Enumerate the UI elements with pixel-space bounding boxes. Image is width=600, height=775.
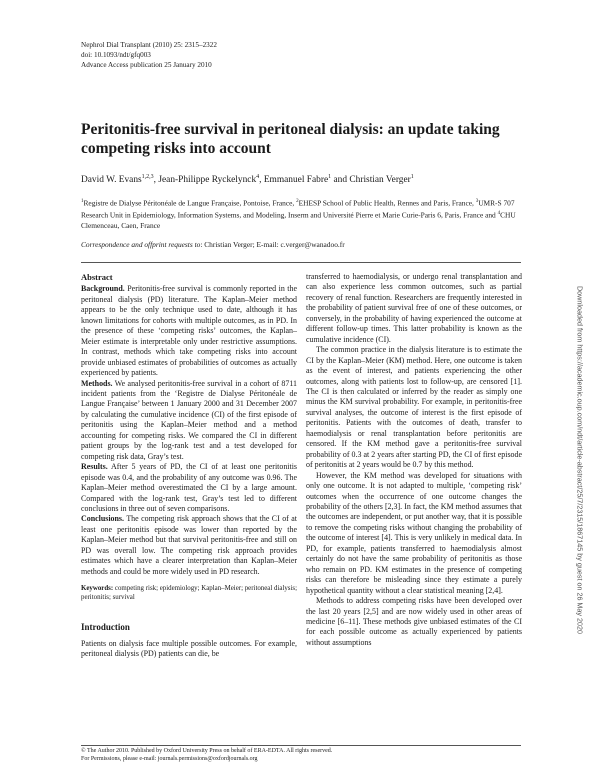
results-label: Results.: [81, 462, 108, 472]
author-affiliation-sup: 4: [256, 174, 260, 180]
affiliation-sup: 3: [475, 199, 479, 204]
affiliation-text: Registre de Dialyse Péritonéale de Langue Française, Pontoise, France,: [83, 198, 297, 208]
author-name: Emmanuel Fabre: [263, 175, 329, 186]
abstract-background: [81, 284, 297, 378]
download-watermark: Downloaded from https://academic.oup.com/ndt/article-abstract/25/7/2315/1867145 by guest on 26 May 2020: [575, 285, 585, 635]
author-separator: ,: [153, 175, 159, 186]
author-name: Christian Verger: [349, 175, 411, 186]
body-paragraph: However, the KM method was developed for situations with only one outcome. It is not adapted to multiple, ‘competing risk’ outcomes when the occurrence of one outcome changes the probability of the others [2,3]. In fact, the KM method assumes that the outcomes are independent, or put another way, that it is possible to remove the competing risks without changing the probability of the outcome of interest [4]. This is very unlikely in medical data. In PD, for example, patients transferred to haemodialysis almost certainly do not have the same probability of peritonitis as those who remain on PD. KM estimates in the presence of competing risks can therefore be misleading since they estimate a purely hypothetical quantity without a clear statistical meaning [2,4].: [306, 470, 522, 595]
body-paragraph: Methods to address competing risks have been developed over the last 20 years [2,5] and are now widely used in other areas of medicine [6–11]. These methods give unbiased estimates of the CI for each possible outcome as actually experienced by patients without assumptions: [306, 596, 522, 647]
keywords-text: competing risk; epidemiology; Kaplan–Meier; peritoneal dialysis; peritonitis; survival: [81, 585, 297, 602]
author-list: [81, 174, 414, 185]
background-label: Background.: [81, 284, 125, 294]
affiliation-text: EHESP School of Public Health, Rennes and Paris, France,: [298, 198, 476, 208]
body-paragraph: The common practice in the dialysis literature is to estimate the CI by the Kaplan–Meier (KM) method. Here, one outcome is taken as the event of interest, and patients experiencing the other outcomes, along with patients lost to follow-up, are censored [1]. The CI is then calculated or inferred by the reader as simply one minus the KM survival probability. For example, in peritonitis-free survival analyses, the outcome of interest is the first episode of peritonitis. Patients with the outcomes of death, transfer to haemodialysis or renal transplantation before peritonitis are censored. If the KM method gave a peritonitis-free survival probability of 0.3 at 2 years after starting PD, the CI of first episode of peritonitis at 2 years would be 0.7 by this method.: [306, 345, 522, 470]
abstract-conclusions: [81, 514, 297, 577]
author-name: Jean-Philippe Ryckelynck: [158, 175, 257, 186]
author-separator: ,: [259, 175, 264, 186]
affiliation-text: UMR-S 707 Research Unit in Epidemiology, Information Systems, and Modeling, Inserm and Université Pierre et Marie Curie-Paris 6, Paris, France and: [81, 198, 515, 220]
correspondence-label: Correspondence and offprint requests to: [81, 240, 201, 249]
keywords: [81, 584, 297, 602]
abstract-results: [81, 462, 297, 514]
copyright-footer: [81, 748, 332, 763]
citation-line: Nephrol Dial Transplant (2010) 25: 2315–2322: [81, 41, 217, 49]
abstract-methods: [81, 379, 297, 463]
footer-divider: [81, 745, 521, 746]
keywords-label: Keywords:: [81, 585, 114, 593]
abstract-heading: Abstract: [81, 272, 113, 282]
introduction-paragraph: Patients on dialysis face multiple possible outcomes. For example, peritoneal dialysis (PD) patients can die, be: [81, 638, 297, 659]
right-column: [306, 272, 522, 648]
author-affiliation-sup: 1,2,3: [141, 174, 154, 180]
author-affiliation-sup: 1: [410, 174, 414, 180]
methods-label: Methods.: [81, 378, 113, 388]
background-text: Peritonitis-free survival is commonly reported in the peritoneal dialysis (PD) literature. The Kaplan–Meier method appears to be the only technique used to date, although it has known limitations for cohorts with multiple outcomes, as in PD. In the presence of these ‘competing risks’ outcomes, the Kaplan–Meier estimate is interpretable only under restrictive assumptions. In contrast, methods which take competing risks into account provide unbiased estimates of probabilities of outcomes as actually experienced by patients.: [81, 284, 297, 378]
article-title: Peritonitis-free survival in peritoneal dialysis: an update taking competing risks into account: [81, 121, 500, 157]
author-affiliation-sup: 1: [328, 174, 332, 180]
affiliation-sup: 1: [81, 199, 84, 204]
author-name: David W. Evans: [81, 175, 142, 186]
results-text: After 5 years of PD, the CI of at least one peritonitis episode was 0.4, and the probability of any outcome was 0.96. The Kaplan–Meier method overestimated the CI by a large amount. Compared with the log-rank test, Gray’s test led to different conclusions in three out of seven comparisons.: [81, 462, 297, 513]
permissions-line: For Permissions, please e-mail: journals.permissions@oxfordjournals.org: [81, 755, 258, 762]
header-divider: [81, 262, 521, 263]
correspondence-text: : Christian Verger; E-mail: c.verger@wanadoo.fr: [200, 240, 345, 249]
introduction-heading: Introduction: [81, 622, 130, 633]
left-column: [81, 272, 297, 660]
journal-metadata: [81, 40, 217, 70]
copyright-line: © The Author 2010. Published by Oxford University Press on behalf of ERA-EDTA. All rights reserved.: [81, 748, 333, 754]
affiliations: [81, 197, 521, 231]
methods-text: We analysed peritonitis-free survival in a cohort of 8711 incident patients from the ‘Registre de Dialyse Péritonéale de Langue Française’ between 1 January 2000 and 31 December 2007 by calculating the cumulative incidence (CI) of the first episode of peritonitis using the Kaplan–Meier method and a method accounting for competing risks. We compared the CI in different patient groups by the log-rank test and a test developed for competing risk data, Gray’s test.: [81, 378, 297, 461]
author-separator: and: [331, 175, 350, 186]
affiliation-sup: 4: [497, 210, 501, 216]
publication-date-line: Advance Access publication 25 January 2010: [81, 61, 212, 69]
conclusions-label: Conclusions.: [81, 514, 125, 524]
doi-line: doi: 10.1093/ndt/gfq003: [81, 51, 151, 59]
body-paragraph: transferred to haemodialysis, or undergo renal transplantation and can also experience less common outcomes, such as partial recovery of renal function. Researchers are frequently interested in the probability of patient survival free of one of these outcomes, or conversely, in the probability of having experienced the outcome at different follow-up times. This latter probability is known as the cumulative incidence (CI).: [306, 272, 522, 344]
conclusions-text: The competing risk approach shows that the CI of at least one peritonitis episode was lower than reported by the Kaplan–Meier method but that survival peritonitis-free and still on PD was overall low. The competing risk approach provides estimates which have a clearer interpretation than Kaplan–Meier methods and could be more widely used in PD research.: [81, 514, 297, 576]
affiliation-sup: 2: [296, 199, 299, 204]
affiliation-text: CHU Clemenceau, Caen, France: [81, 210, 516, 230]
correspondence-line: [81, 240, 521, 249]
